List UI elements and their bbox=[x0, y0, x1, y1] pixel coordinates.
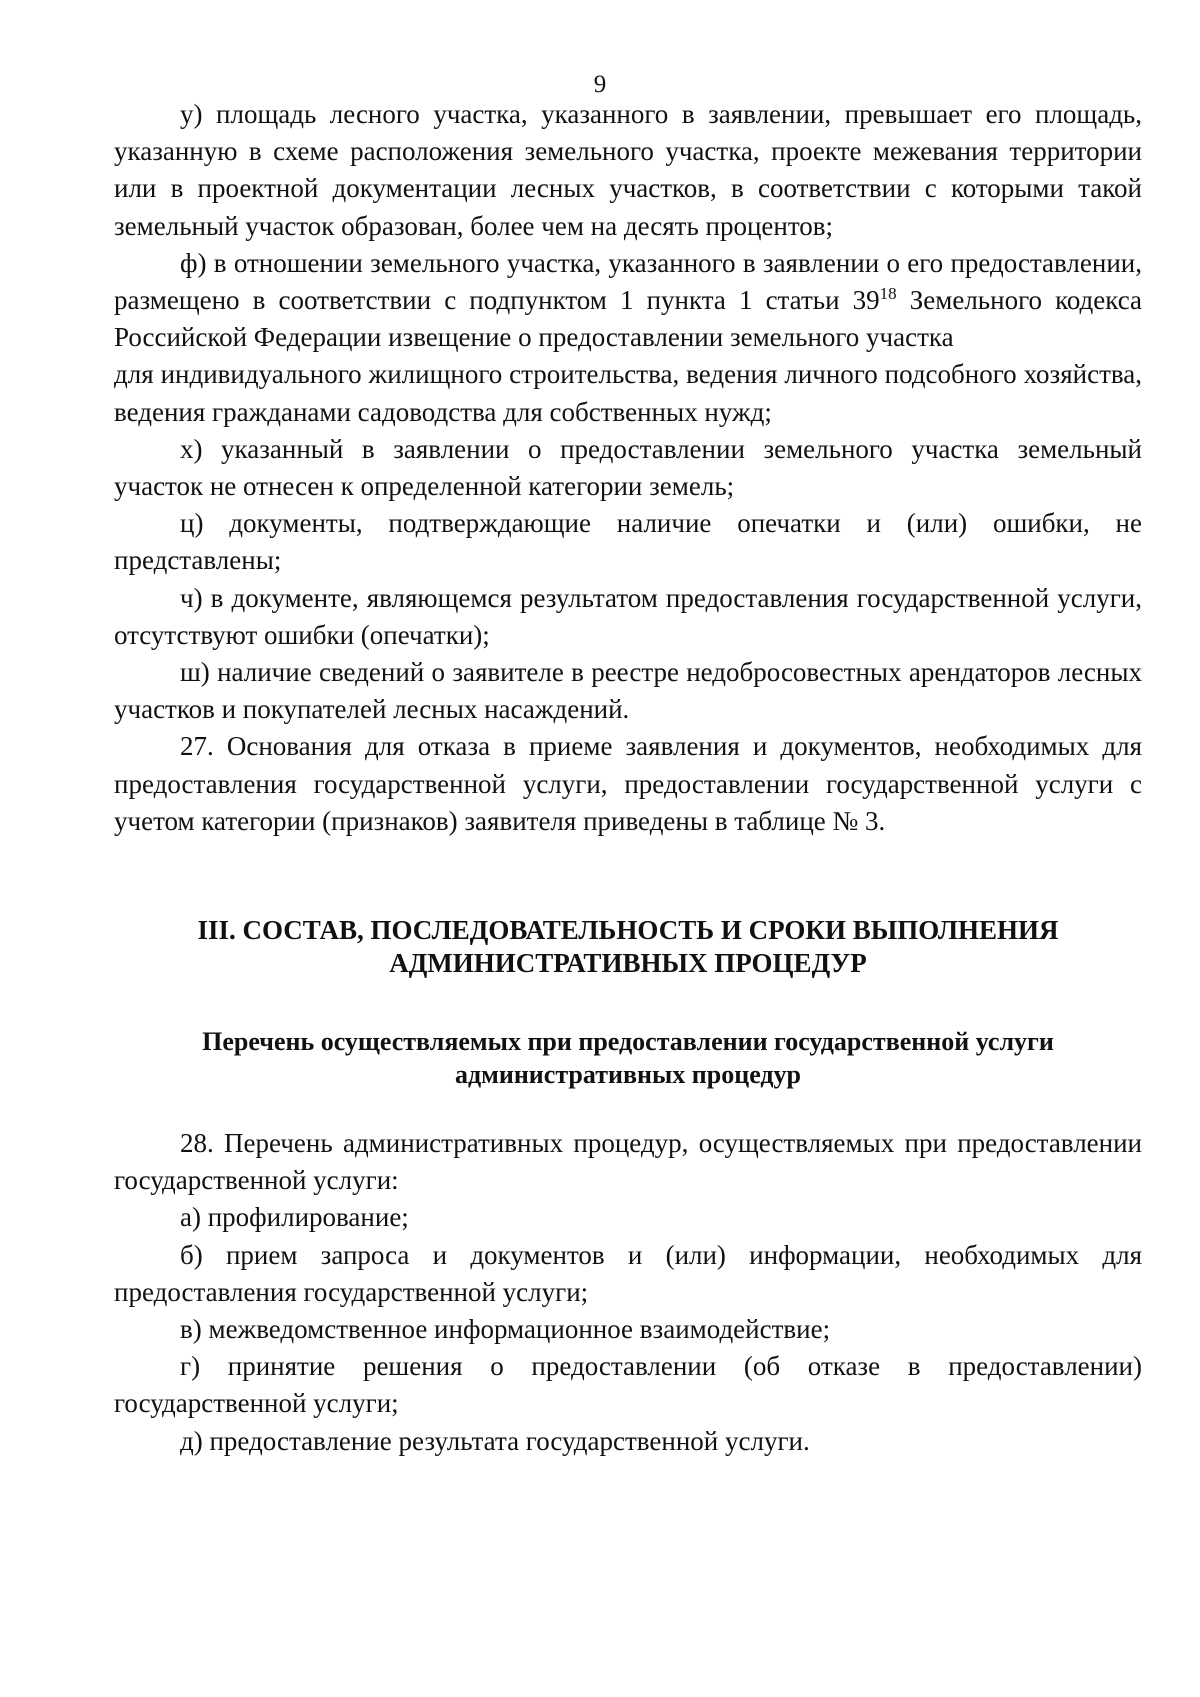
paragraph-ts: ц) документы, подтверждающие наличие опечатки и (или) ошибки, не представлены; bbox=[114, 508, 1142, 576]
paragraph-f bbox=[114, 245, 1142, 357]
paragraph-28: 28. Перечень административных процедур, осуществляемых при предоставлении государственной услуги: bbox=[114, 1128, 1142, 1196]
paragraph-f-continuation: для индивидуального жилищного строительства, ведения личного подсобного хозяйства, ведения гражданами садоводства для собственных нужд; bbox=[114, 359, 1142, 427]
paragraph-f-text: ф) в отношении земельного участка, указанного в заявлении о его предоставлении, размещено в соответствии с подпунктом 1 пункта 1 статьи 39 bbox=[114, 247, 1142, 316]
paragraph-sh: ш) наличие сведений о заявителе в реестре недобросовестных арендаторов лесных участков и покупателей лесных насаждений. bbox=[114, 657, 1142, 725]
document-body bbox=[114, 96, 1142, 1460]
list-item-d: д) предоставление результата государственной услуги. bbox=[180, 1425, 810, 1456]
spacer bbox=[114, 980, 1142, 1025]
article-superscript: 18 bbox=[879, 284, 897, 304]
section-title bbox=[114, 914, 1142, 980]
section-title-line-2: АДМИНИСТРАТИВНЫХ ПРОЦЕДУР bbox=[389, 948, 867, 979]
spacer bbox=[114, 1091, 1142, 1125]
list-item-b: б) прием запроса и документов и (или) информации, необходимых для предоставления государственной услуги; bbox=[114, 1239, 1142, 1307]
subsection-title bbox=[114, 1025, 1142, 1091]
subsection-title-line-1: Перечень осуществляемых при предоставлении государственной услуги bbox=[202, 1027, 1054, 1057]
section-title-line-1: III. СОСТАВ, ПОСЛЕДОВАТЕЛЬНОСТЬ И СРОКИ ВЫПОЛНЕНИЯ bbox=[197, 915, 1059, 946]
spacer bbox=[114, 840, 1142, 914]
paragraph-u: у) площадь лесного участка, указанного в заявлении, превышает его площадь, указанную в схеме расположения земельного участка, проекте межевания территории или в проектной документации лесных участков, в соответствии с которыми такой земельный участок образован, более чем на десять процентов; bbox=[114, 99, 1142, 241]
paragraph-h: х) указанный в заявлении о предоставлении земельного участка земельный участок не отнесен к определенной категории земель; bbox=[114, 433, 1142, 502]
page-number: 9 bbox=[593, 71, 607, 98]
list-item-a: а) профилирование; bbox=[180, 1202, 409, 1233]
paragraph-f-text-cont: Земельного кодекса Российской Федерации извещение о предоставлении земельного участка bbox=[114, 285, 1143, 353]
subsection-title-line-2: административных процедур bbox=[454, 1060, 802, 1090]
list-item-g: г) принятие решения о предоставлении (об отказе в предоставлении) государственной услуги; bbox=[114, 1351, 1142, 1419]
paragraph-27: 27. Основания для отказа в приеме заявления и документов, необходимых для предоставления государственной услуги, предоставлении государственной услуги с учетом категории (признаков) заявителя приведены в таблице № 3. bbox=[114, 731, 1142, 836]
paragraph-ch: ч) в документе, являющемся результатом предоставления государственной услуги, отсутствуют ошибки (опечатки); bbox=[114, 582, 1142, 650]
list-item-v: в) межведомственное информационное взаимодействие; bbox=[180, 1314, 831, 1345]
